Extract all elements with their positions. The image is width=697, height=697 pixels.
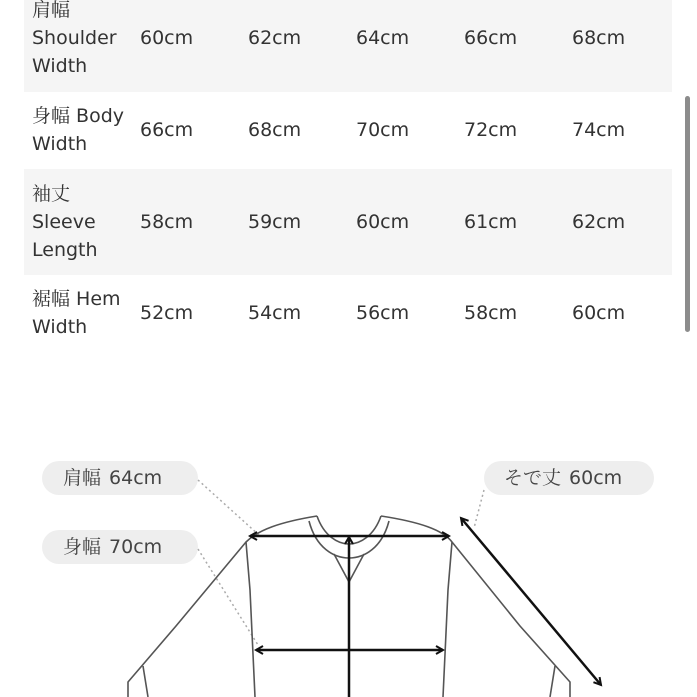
scrollbar-thumb[interactable] bbox=[685, 96, 690, 332]
row-label-line: Width bbox=[32, 316, 88, 338]
row-label-line: Sleeve bbox=[32, 211, 96, 233]
tag-value: 60cm bbox=[569, 467, 623, 489]
table-cell: 64cm bbox=[356, 27, 410, 49]
table-cell: 58cm bbox=[464, 302, 518, 324]
row-label-line: Width bbox=[32, 133, 88, 155]
row-label bbox=[32, 285, 132, 341]
table-cell: 66cm bbox=[464, 27, 518, 49]
table-row-body-width bbox=[24, 92, 672, 169]
row-label bbox=[32, 102, 132, 158]
table-cell: 74cm bbox=[572, 119, 626, 141]
garment-drawing bbox=[0, 450, 697, 697]
table-cell: 72cm bbox=[464, 119, 518, 141]
garment-measurement-diagram bbox=[0, 450, 697, 697]
row-label bbox=[32, 180, 132, 264]
row-label-line: 身幅 Body bbox=[32, 105, 125, 127]
table-cell: 52cm bbox=[140, 302, 194, 324]
table-cell: 61cm bbox=[464, 211, 518, 233]
table-cell: 54cm bbox=[248, 302, 302, 324]
sleeve-length-arrow bbox=[461, 518, 601, 685]
table-cell: 56cm bbox=[356, 302, 410, 324]
dotted-leader-line bbox=[474, 490, 484, 528]
table-row-hem-width bbox=[24, 275, 672, 355]
table-cell: 66cm bbox=[140, 119, 194, 141]
row-label-line: Width bbox=[32, 55, 88, 77]
row-label-line: Shoulder bbox=[32, 27, 117, 49]
size-table bbox=[24, 0, 672, 355]
row-label-line: 肩幅 bbox=[32, 0, 71, 21]
row-label-line: Length bbox=[32, 239, 98, 261]
table-cell: 62cm bbox=[572, 211, 626, 233]
tag-value: 70cm bbox=[109, 536, 163, 558]
table-cell: 70cm bbox=[356, 119, 410, 141]
table-cell: 60cm bbox=[140, 27, 194, 49]
table-cell: 60cm bbox=[572, 302, 626, 324]
table-cell: 62cm bbox=[248, 27, 302, 49]
row-label-line: 袖丈 bbox=[32, 183, 71, 205]
table-cell: 58cm bbox=[140, 211, 194, 233]
table-cell: 68cm bbox=[248, 119, 302, 141]
table-row-sleeve-length bbox=[24, 169, 672, 275]
row-label-line: 裾幅 Hem bbox=[32, 288, 121, 310]
tag-value: 64cm bbox=[109, 467, 163, 489]
table-row-shoulder-width bbox=[24, 0, 672, 92]
table-cell: 59cm bbox=[248, 211, 302, 233]
table-cell: 68cm bbox=[572, 27, 626, 49]
table-cell: 60cm bbox=[356, 211, 410, 233]
tag-label: そで丈 bbox=[504, 467, 562, 489]
tag-label: 肩幅 bbox=[63, 467, 102, 489]
tag-label: 身幅 bbox=[63, 536, 102, 558]
dotted-leader-line bbox=[198, 480, 260, 536]
row-label bbox=[32, 0, 132, 80]
